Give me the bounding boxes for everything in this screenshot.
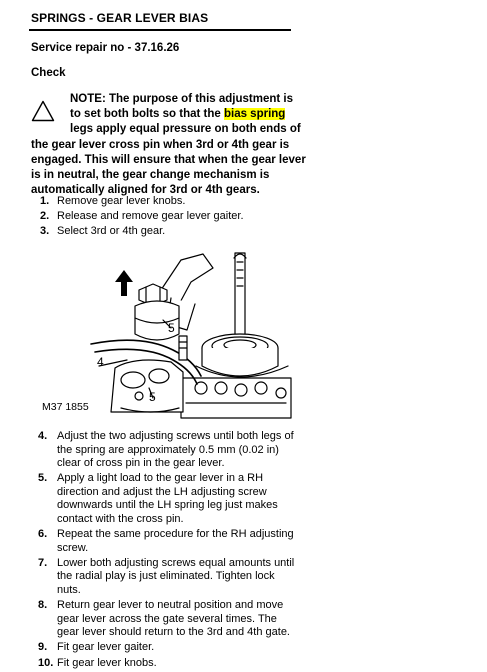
step-text: contact with the cross pin. <box>57 513 184 526</box>
step-number: 6. <box>38 528 48 541</box>
step-number: 2. <box>40 210 50 223</box>
step-text: Return gear lever to neutral position and move <box>57 599 284 612</box>
step-number: 7. <box>38 556 48 569</box>
step-text: Fit gear lever gaiter. <box>57 641 155 654</box>
step-item <box>31 641 293 655</box>
step-text: direction and adjust the LH adjusting screw <box>57 485 267 498</box>
step-number: 3. <box>40 225 50 238</box>
callout-bottom: 5 <box>149 390 156 404</box>
step-item <box>31 210 293 224</box>
service-repair-number: Service repair no - 37.16.26 <box>31 42 180 54</box>
step-text: gear lever across the gate several times. The <box>57 612 277 625</box>
note-line-1: NOTE: The purpose of this adjustment is <box>70 93 293 105</box>
note-block <box>31 92 306 198</box>
note-line-7: automatically aligned for 3rd or 4th gears. <box>31 184 260 197</box>
step-text: Fit gear lever knobs. <box>57 656 157 669</box>
step-text: Remove gear lever knobs. <box>57 195 186 207</box>
step-text: Release and remove gear lever gaiter. <box>57 210 244 223</box>
step-item <box>31 599 293 640</box>
step-number: 9. <box>38 641 48 654</box>
note-highlight: bias spring <box>223 108 286 121</box>
step-item <box>31 528 293 555</box>
step-text: downwards until the LH spring leg just makes <box>57 499 278 512</box>
step-text: Adjust the two adjusting screws until both legs of <box>57 430 294 442</box>
step-text: clear of cross pin in the gear lever. <box>57 457 225 470</box>
step-number: 8. <box>38 599 48 612</box>
step-item <box>31 430 293 471</box>
callout-top: 5 <box>168 321 175 335</box>
steps-list-b <box>31 430 293 672</box>
step-text: Lower both adjusting screws equal amounts until <box>57 556 295 569</box>
step-text: Select 3rd or 4th gear. <box>57 225 166 238</box>
note-line-6: is in neutral, the gear change mechanism is <box>31 169 270 182</box>
note-line-2-text: to set both bolts so that the <box>70 108 224 121</box>
step-text: the radial play is just eliminated. Tighten lock <box>57 570 275 583</box>
step-number: 4. <box>38 430 48 442</box>
note-line-5: engaged. This will ensure that when the gear lever <box>31 153 306 166</box>
step-text: screw. <box>57 541 89 554</box>
step-item <box>31 657 293 671</box>
step-item <box>31 472 293 526</box>
step-number: 10. <box>38 656 54 669</box>
step-text: gear lever should return to the 3rd and 4th gate. <box>57 626 290 639</box>
note-line-2 <box>31 107 293 122</box>
step-item <box>31 225 293 239</box>
steps-list-a <box>31 195 293 240</box>
step-item <box>31 195 293 209</box>
warning-triangle-icon <box>31 100 55 122</box>
callout-left: 4 <box>97 355 104 369</box>
step-number: 1. <box>40 195 50 207</box>
note-line-4: the gear lever cross pin when 3rd or 4th gear is <box>31 138 290 151</box>
step-number: 5. <box>38 472 48 485</box>
page-title: SPRINGS - GEAR LEVER BIAS <box>31 11 209 25</box>
figure-code: M37 1855 <box>42 401 89 413</box>
section-heading-check: Check <box>31 67 66 79</box>
step-text: the spring are approximately 0.5 mm (0.02 in) <box>57 443 279 456</box>
step-text: nuts. <box>57 584 81 597</box>
step-text: Repeat the same procedure for the RH adjusting <box>57 528 294 541</box>
step-item <box>31 557 293 598</box>
step-text: Apply a light load to the gear lever in a RH <box>57 472 264 485</box>
note-line-3: legs apply equal pressure on both ends of <box>70 123 301 136</box>
title-rule <box>29 29 291 31</box>
